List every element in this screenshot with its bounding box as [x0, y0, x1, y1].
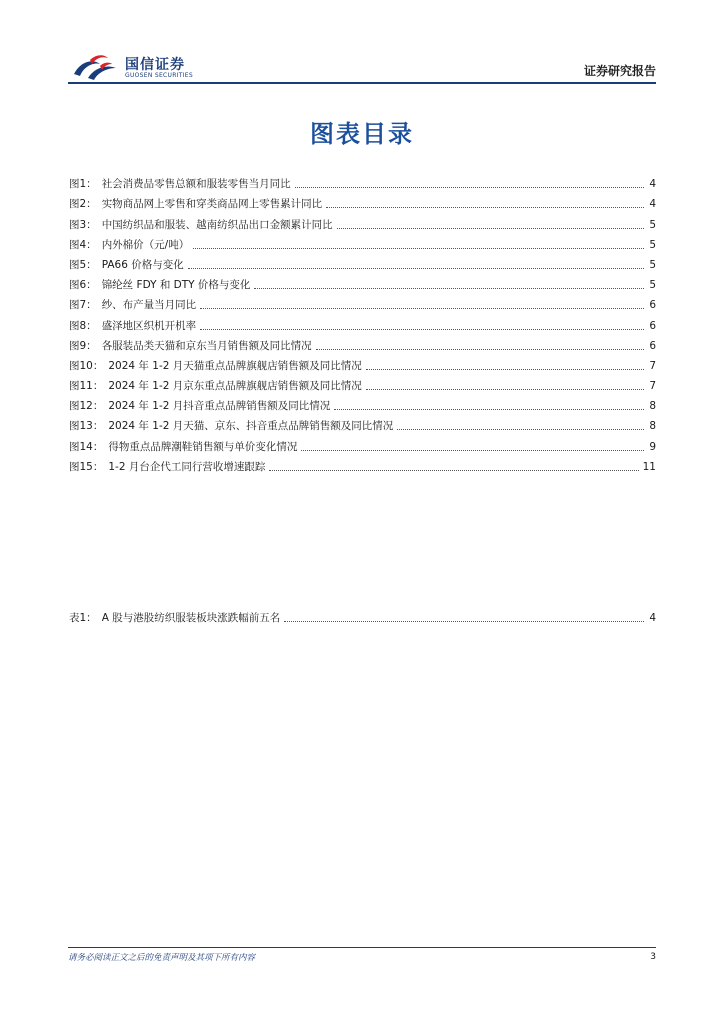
dot-leader	[397, 429, 644, 430]
dot-leader	[200, 308, 644, 309]
toc-entry-label: 图1：	[69, 178, 97, 191]
toc-entry-label: 图7：	[69, 299, 97, 312]
toc-entry-title: 纱、布产量当月同比	[101, 299, 197, 312]
toc-entry-figure-4[interactable]	[69, 232, 656, 252]
dot-leader	[295, 187, 644, 188]
toc-entry-title: 内外棉价（元/吨）	[101, 238, 190, 251]
dot-leader	[316, 349, 644, 350]
toc-entry-label: 图2：	[69, 198, 97, 211]
toc-entry-page: 9	[649, 440, 656, 453]
toc-entry-page: 4	[649, 198, 656, 211]
toc-entry-figure-2[interactable]	[69, 191, 656, 211]
toc-entry-page: 4	[649, 612, 656, 625]
toc-entry-page: 5	[649, 218, 656, 231]
toc-entry-title: A 股与港股纺织服装板块涨跌幅前五名	[101, 612, 281, 625]
header-divider	[68, 82, 656, 84]
guosen-logo-icon	[70, 52, 120, 82]
toc-entry-figure-9[interactable]	[69, 333, 656, 353]
toc-entry-label: 图4：	[69, 238, 97, 251]
toc-entry-title: 实物商品网上零售和穿类商品网上零售累计同比	[101, 198, 323, 211]
toc-entry-label: 图5：	[69, 258, 97, 271]
logo-english-name: GUOSEN SECURITIES	[125, 72, 194, 79]
toc-entry-title: 社会消费品零售总额和服装零售当月同比	[101, 178, 291, 191]
dot-leader	[284, 621, 644, 622]
toc-entry-table-1[interactable]	[69, 605, 656, 625]
toc-entry-page: 11	[642, 460, 656, 473]
toc-entry-figure-1[interactable]	[69, 171, 656, 191]
toc-entry-label: 图6：	[69, 279, 97, 292]
toc-entry-figure-6[interactable]	[69, 272, 656, 292]
page-header	[68, 50, 656, 84]
toc-entry-label: 图15：	[69, 460, 104, 473]
toc-entry-title: 盛泽地区织机开机率	[101, 319, 197, 332]
toc-entry-title: 2024 年 1-2 月天猫、京东、抖音重点品牌销售额及同比情况	[108, 420, 394, 433]
toc-entry-page: 8	[649, 400, 656, 413]
toc-entry-page: 8	[649, 420, 656, 433]
toc-entry-title: 得物重点品牌潮鞋销售额与单价变化情况	[108, 440, 298, 453]
toc-entry-title: PA66 价格与变化	[101, 258, 184, 271]
toc-entry-figure-8[interactable]	[69, 312, 656, 332]
toc-entry-figure-10[interactable]	[69, 353, 656, 373]
toc-entry-figure-7[interactable]	[69, 292, 656, 312]
toc-entry-page: 7	[649, 380, 656, 393]
guosen-logo	[68, 50, 208, 84]
report-type-label: 证券研究报告	[583, 64, 656, 78]
dot-leader	[366, 389, 644, 390]
toc-entry-label: 图3：	[69, 218, 97, 231]
toc-entry-figure-12[interactable]	[69, 393, 656, 413]
footer-divider	[68, 947, 656, 948]
toc-entry-page: 4	[649, 178, 656, 191]
page-title: 图表目录	[310, 120, 414, 148]
dot-leader	[188, 268, 644, 269]
toc-entry-figure-5[interactable]	[69, 252, 656, 272]
toc-entry-label: 图10：	[69, 359, 104, 372]
toc-entry-page: 5	[649, 279, 656, 292]
toc-entry-title: 2024 年 1-2 月天猫重点品牌旗舰店销售额及同比情况	[108, 359, 362, 372]
dot-leader	[269, 470, 638, 471]
toc-entry-figure-15[interactable]	[69, 454, 656, 474]
toc-entry-title: 中国纺织品和服装、越南纺织品出口金额累计同比	[101, 218, 333, 231]
toc-entry-label: 图8：	[69, 319, 97, 332]
toc-entry-label: 图14：	[69, 440, 104, 453]
toc-entry-title: 2024 年 1-2 月京东重点品牌旗舰店销售额及同比情况	[108, 380, 362, 393]
toc-entry-page: 5	[649, 258, 656, 271]
toc-entry-figure-11[interactable]	[69, 373, 656, 393]
toc-entry-label: 图12：	[69, 400, 104, 413]
dot-leader	[301, 450, 644, 451]
toc-entry-label: 图9：	[69, 339, 97, 352]
footer-disclaimer: 请务必阅读正文之后的免责声明及其项下所有内容	[68, 953, 256, 963]
dot-leader	[334, 409, 644, 410]
dot-leader	[337, 228, 644, 229]
toc-entry-title: 各服装品类天猫和京东当月销售额及同比情况	[101, 339, 312, 352]
dot-leader	[366, 369, 644, 370]
figure-list	[69, 171, 656, 474]
toc-entry-page: 6	[649, 299, 656, 312]
dot-leader	[254, 288, 644, 289]
dot-leader	[326, 207, 644, 208]
toc-entry-page: 6	[649, 319, 656, 332]
dot-leader	[193, 248, 644, 249]
toc-entry-title: 锦纶丝 FDY 和 DTY 价格与变化	[101, 279, 251, 292]
toc-entry-figure-3[interactable]	[69, 211, 656, 231]
toc-entry-label: 图11：	[69, 380, 104, 393]
toc-entry-figure-14[interactable]	[69, 433, 656, 453]
toc-entry-figure-13[interactable]	[69, 413, 656, 433]
toc-entry-label: 表1：	[69, 612, 97, 625]
toc-entry-page: 5	[649, 238, 656, 251]
toc-entry-page: 7	[649, 359, 656, 372]
toc-entry-title: 2024 年 1-2 月抖音重点品牌销售额及同比情况	[108, 400, 331, 413]
toc-entry-page: 6	[649, 339, 656, 352]
table-list	[69, 605, 656, 625]
logo-chinese-name: 国信证券	[125, 57, 185, 73]
toc-entry-title: 1-2 月台企代工同行营收增速跟踪	[108, 460, 266, 473]
page-number: 3	[650, 952, 656, 962]
toc-entry-label: 图13：	[69, 420, 104, 433]
dot-leader	[200, 329, 644, 330]
